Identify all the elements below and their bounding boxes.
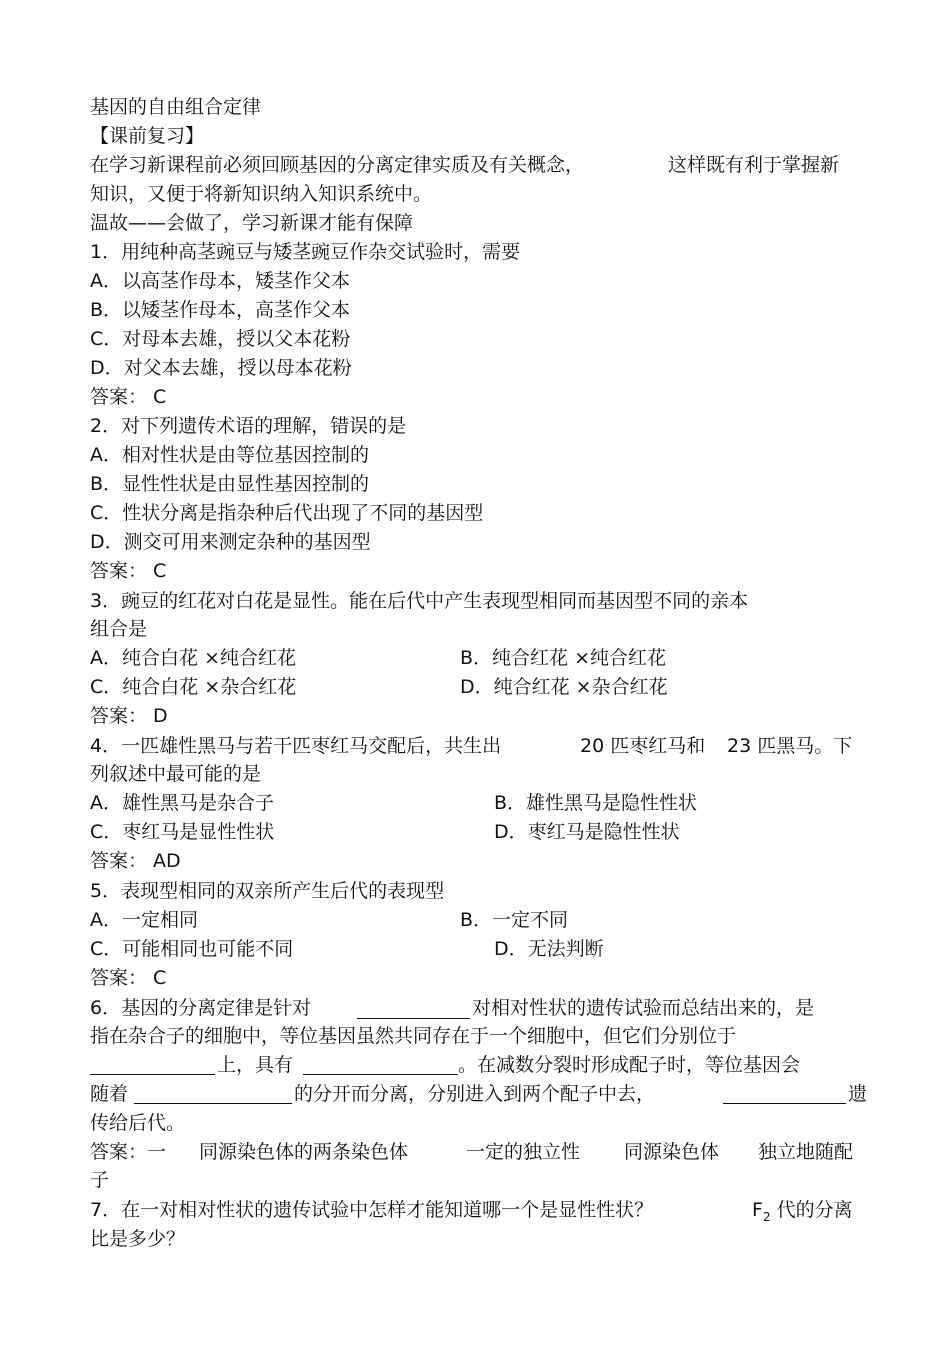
fill-blank bbox=[134, 1085, 292, 1104]
option: C．纯合白花 ×杂合红花 bbox=[90, 676, 297, 698]
answer: 答案：一 bbox=[90, 1141, 167, 1163]
question-stem-tail: 代的分离 bbox=[770, 1199, 853, 1221]
question-stem: 组合是 bbox=[90, 618, 148, 640]
section-heading: 【课前复习】 bbox=[90, 125, 205, 147]
intro-line: 温故——会做了，学习新课才能有保障 bbox=[90, 212, 414, 234]
option: B．雄性黑马是隐性性状 bbox=[494, 792, 698, 814]
question-stem: 7．在一对相对性状的遗传试验中怎样才能知道哪一个是显性性状？ bbox=[90, 1199, 654, 1221]
option: D．枣红马是隐性性状 bbox=[494, 821, 680, 843]
option: B．一定不同 bbox=[460, 909, 569, 931]
question-stem: 2．对下列遗传术语的理解，错误的是 bbox=[90, 415, 407, 437]
option: B．以矮茎作母本，高茎作父本 bbox=[90, 299, 351, 321]
question-stem: 指在杂合子的细胞中，等位基因虽然共同存在于一个细胞中，但它们分别位于 bbox=[90, 1025, 737, 1047]
option: A．一定相同 bbox=[90, 909, 198, 931]
option: C．可能相同也可能不同 bbox=[90, 938, 294, 960]
question-stem: 对相对性状的遗传试验而总结出来的，是 bbox=[472, 997, 815, 1019]
intro-line: 知识，又便于将新知识纳入知识系统中。 bbox=[90, 183, 433, 205]
question-stem: 4．一匹雄性黑马与若干匹枣红马交配后，共生出 bbox=[90, 735, 502, 757]
f-symbol: F bbox=[752, 1199, 763, 1221]
question-stem: 随着 bbox=[90, 1083, 129, 1105]
intro-line: 在学习新课程前必须回顾基因的分离定律实质及有关概念， bbox=[90, 154, 585, 176]
option: C．对母本去雄，授以父本花粉 bbox=[90, 328, 351, 350]
fill-blank bbox=[357, 1000, 470, 1019]
fill-blank bbox=[90, 1056, 215, 1075]
answer: 同源染色体的两条染色体 bbox=[199, 1141, 409, 1163]
answer: 答案： AD bbox=[90, 850, 181, 872]
question-stem: 5．表现型相同的双亲所产生后代的表现型 bbox=[90, 880, 445, 902]
answer: 子 bbox=[90, 1169, 110, 1191]
answer: 一定的独立性 bbox=[466, 1141, 581, 1163]
option: B．纯合红花 ×纯合红花 bbox=[460, 647, 666, 669]
question-stem: 3．豌豆的红花对白花是显性。能在后代中产生表现型相同而基因型不同的亲本 bbox=[90, 590, 749, 612]
answer: 独立地随配 bbox=[758, 1141, 854, 1163]
option: D．纯合红花 ×杂合红花 bbox=[460, 676, 668, 698]
fill-blank bbox=[303, 1056, 458, 1075]
question-stem: 遗 bbox=[848, 1083, 868, 1105]
option: C．性状分离是指杂种后代出现了不同的基因型 bbox=[90, 502, 484, 524]
question-stem: 1．用纯种高茎豌豆与矮茎豌豆作杂交试验时，需要 bbox=[90, 241, 521, 263]
answer: 答案： C bbox=[90, 967, 167, 989]
option: D．无法判断 bbox=[494, 938, 604, 960]
question-stem: 。在减数分裂时形成配子时，等位基因会 bbox=[458, 1054, 801, 1076]
answer: 答案： D bbox=[90, 705, 168, 727]
fill-blank bbox=[723, 1085, 846, 1104]
question-stem: 传给后代。 bbox=[90, 1112, 186, 1134]
option: C．枣红马是显性性状 bbox=[90, 821, 275, 843]
question-stem: 比是多少？ bbox=[90, 1228, 186, 1250]
answer: 答案： C bbox=[90, 386, 167, 408]
question-stem: 6．基因的分离定律是针对 bbox=[90, 997, 312, 1019]
option: A．相对性状是由等位基因控制的 bbox=[90, 444, 369, 466]
option: D．对父本去雄，授以母本花粉 bbox=[90, 357, 352, 379]
question-stem: 上，具有 bbox=[217, 1054, 294, 1076]
question-stem: 20 匹枣红马和 bbox=[580, 735, 706, 757]
question-stem: 的分开而分离，分别进入到两个配子中去， bbox=[294, 1083, 656, 1105]
page-title: 基因的自由组合定律 bbox=[90, 96, 262, 118]
option: D．测交可用来测定杂种的基因型 bbox=[90, 531, 371, 553]
question-stem bbox=[752, 1198, 853, 1229]
answer: 答案： C bbox=[90, 560, 167, 582]
option: A．以高茎作母本，矮茎作父本 bbox=[90, 270, 350, 292]
option: B．显性性状是由显性基因控制的 bbox=[90, 473, 370, 495]
option: A．纯合白花 ×纯合红花 bbox=[90, 647, 296, 669]
answer: 同源染色体 bbox=[624, 1141, 720, 1163]
question-stem: 列叙述中最可能的是 bbox=[90, 763, 262, 785]
f-subscript: 2 bbox=[762, 1209, 771, 1224]
intro-line: 这样既有利于掌握新 bbox=[668, 154, 840, 176]
option: A．雄性黑马是杂合子 bbox=[90, 792, 274, 814]
question-stem: 23 匹黑马。下 bbox=[727, 735, 853, 757]
